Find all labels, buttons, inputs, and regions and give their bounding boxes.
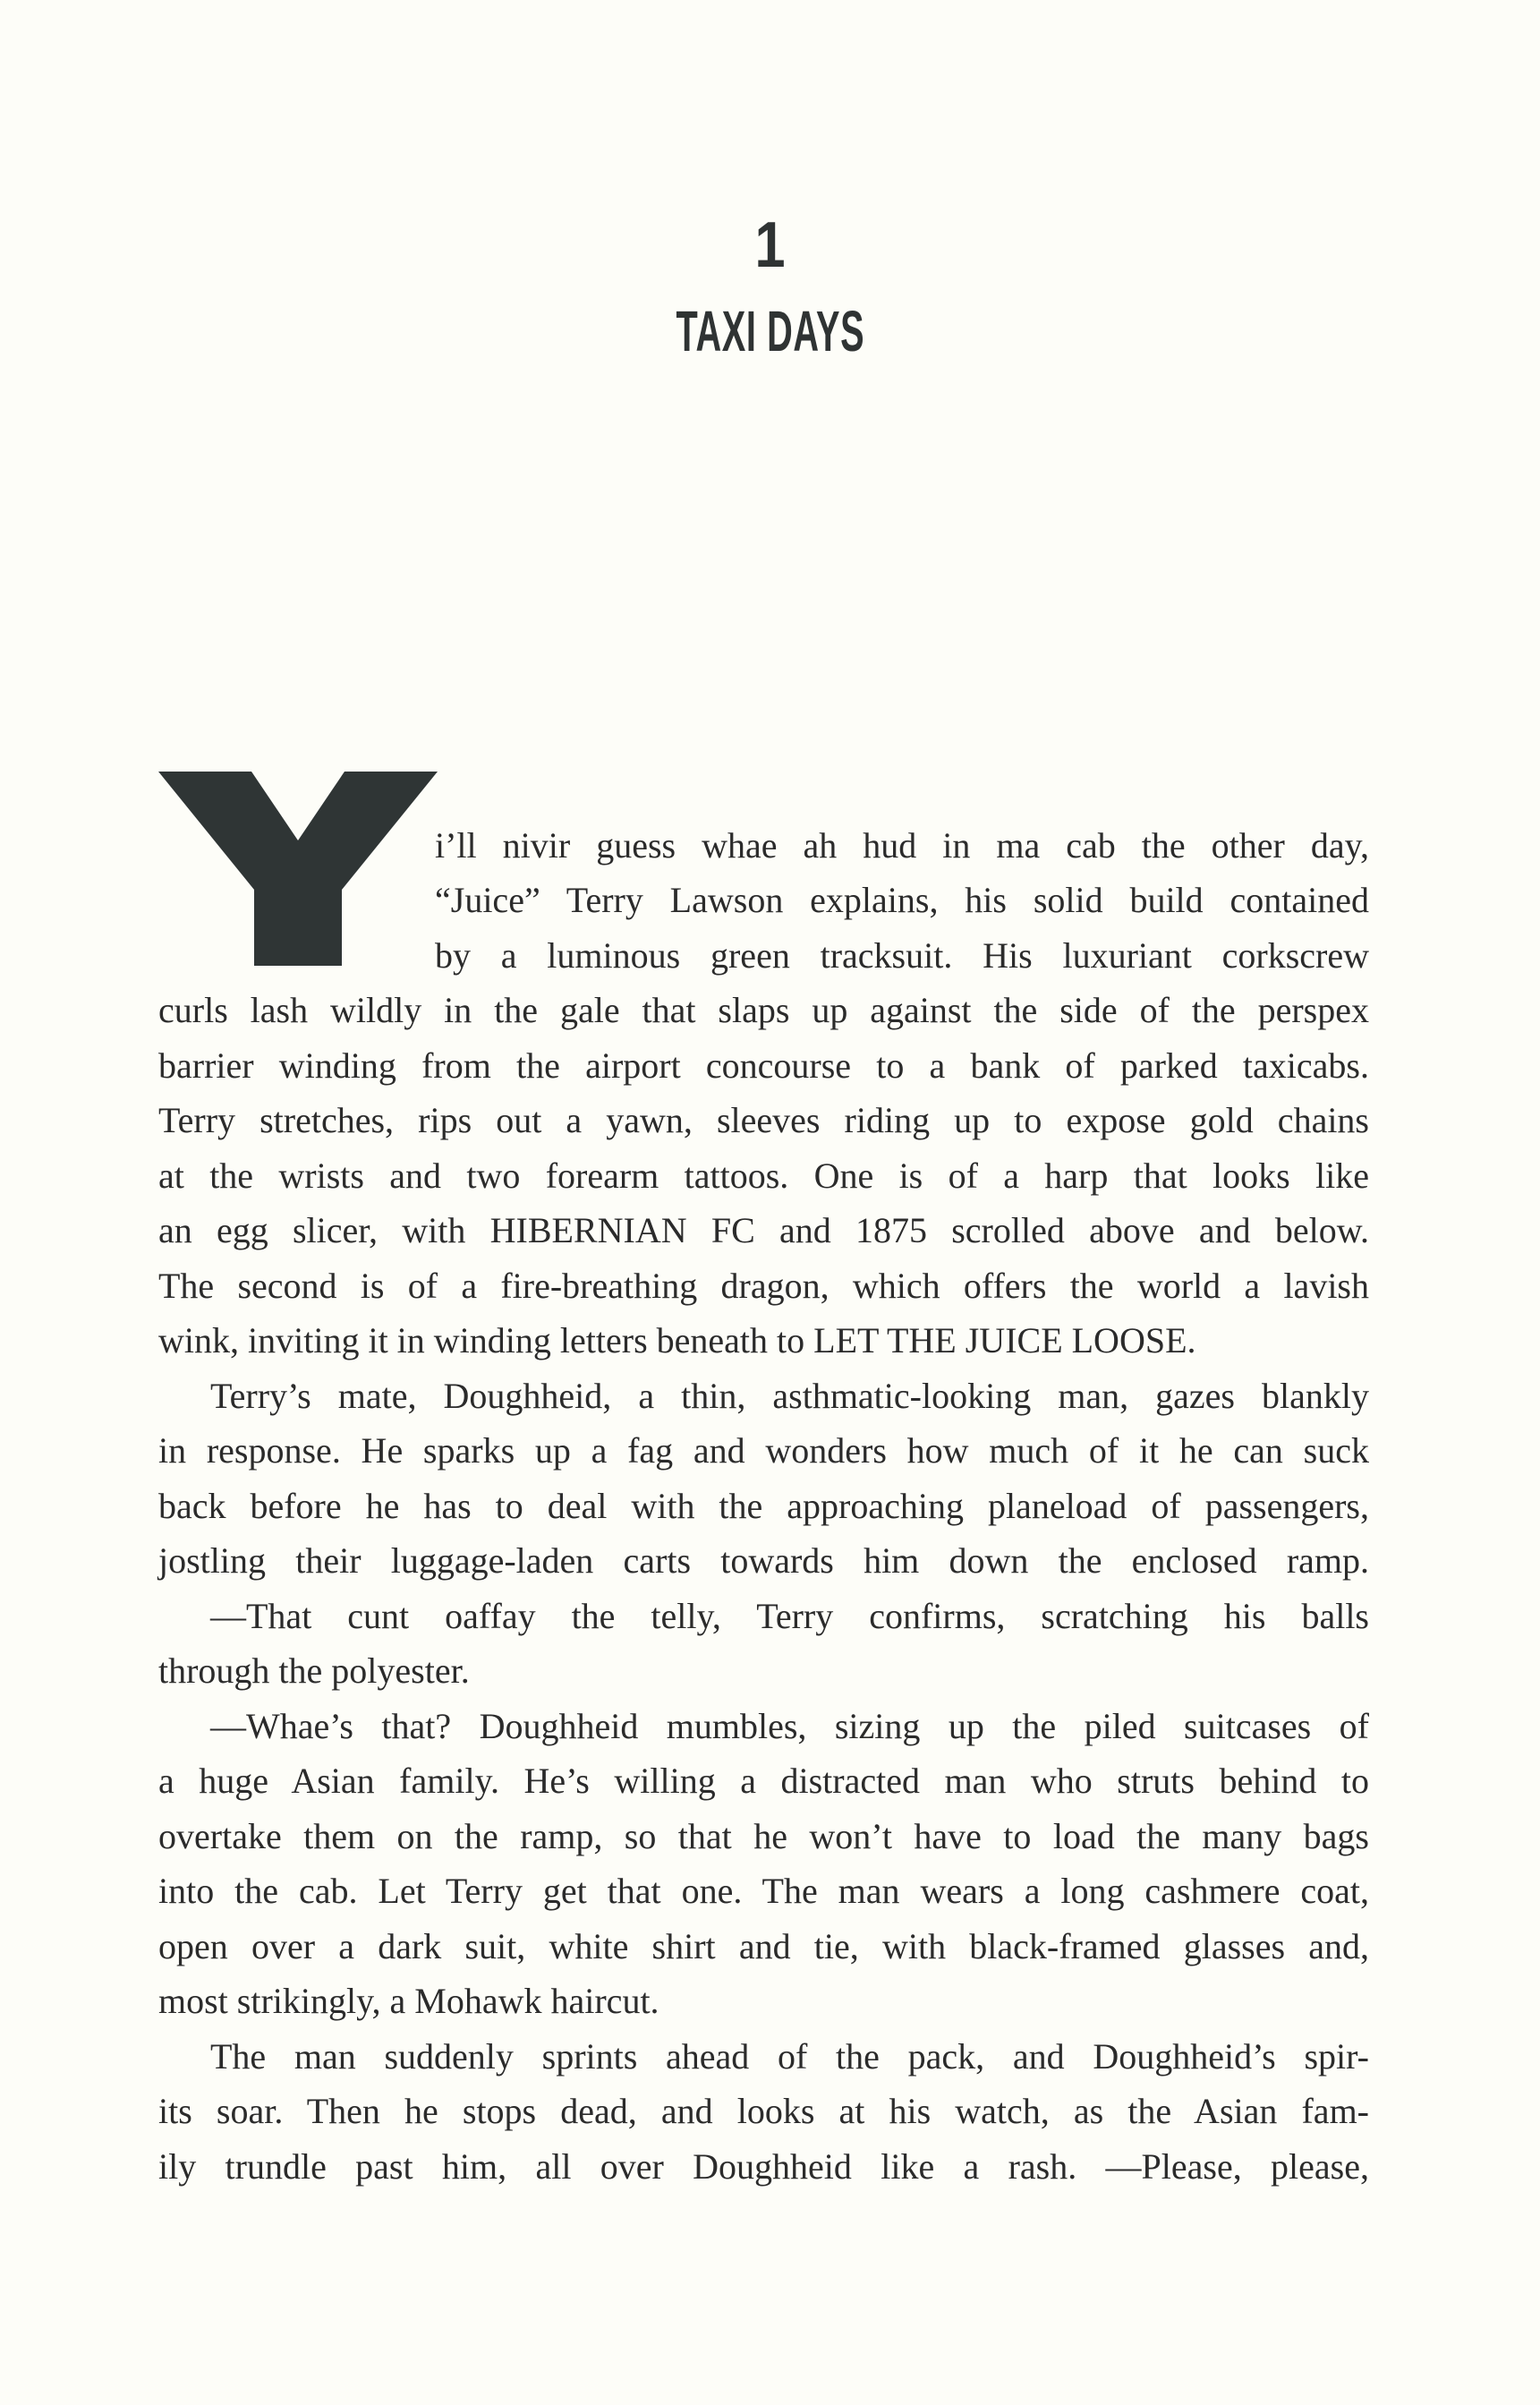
text-line: “Juice” Terry Lawson explains, his solid build contained — [435, 880, 1369, 920]
text-line: curls lash wildly in the gale that slaps up against the side of the perspex — [158, 990, 1369, 1030]
text-line: a huge Asian family. He’s willing a distracted man who struts behind to — [158, 1761, 1369, 1801]
text-line: The man suddenly sprints ahead of the pack, and Doughheid’s spir- — [210, 2036, 1369, 2077]
text-line: Terry’s mate, Doughheid, a thin, asthmatic-looking man, gazes blankly — [210, 1376, 1369, 1416]
text-line: in response. He sparks up a fag and wonders how much of it he can suck — [158, 1430, 1369, 1471]
text-line: The second is of a fire-breathing dragon, which offers the world a lavish — [158, 1266, 1369, 1306]
text-line: —That cunt oaffay the telly, Terry confirms, scratching his balls — [210, 1596, 1369, 1636]
text-line: barrier winding from the airport concourse to a bank of parked taxicabs. — [158, 1045, 1369, 1086]
text-line: an egg slicer, with HIBERNIAN FC and 1875 scrolled above and below. — [158, 1210, 1369, 1250]
text-line: —Whae’s that? Doughheid mumbles, sizing up the piled suitcases of — [210, 1706, 1369, 1746]
chapter-number: 1 — [754, 209, 786, 281]
text-line: wink, inviting it in winding letters beneath to LET THE JUICE LOOSE. — [158, 1320, 1196, 1360]
text-line: into the cab. Let Terry get that one. The man wears a long cashmere coat, — [158, 1871, 1369, 1911]
text-line: Terry stretches, rips out a yawn, sleeves riding up to expose gold chains — [158, 1100, 1369, 1140]
text-line: by a luminous green tracksuit. His luxuriant corkscrew — [435, 935, 1369, 976]
text-line: its soar. Then he stops dead, and looks at his watch, as the Asian fam- — [158, 2091, 1369, 2131]
chapter-title-text: TAXI DAYS — [676, 299, 864, 363]
text-line: most strikingly, a Mohawk haircut. — [158, 1981, 659, 2021]
text-line: ily trundle past him, all over Doughheid like a rash. —Please, please, — [158, 2146, 1369, 2187]
text-line: jostling their luggage-laden carts towards him down the enclosed ramp. — [158, 1540, 1369, 1581]
text-line: i’ll nivir guess whae ah hud in ma cab the other day, — [435, 825, 1369, 866]
text-line: through the polyester. — [158, 1650, 470, 1691]
dropcap-y-letter — [158, 772, 438, 966]
text-line: back before he has to deal with the approaching planeload of passengers, — [158, 1486, 1369, 1526]
text-line: open over a dark suit, white shirt and tie, with black-framed glasses and, — [158, 1926, 1369, 1966]
chapter-title — [0, 299, 1540, 363]
text-line: overtake them on the ramp, so that he won’t have to load the many bags — [158, 1816, 1369, 1856]
text-line: at the wrists and two forearm tattoos. One is of a harp that looks like — [158, 1156, 1369, 1196]
